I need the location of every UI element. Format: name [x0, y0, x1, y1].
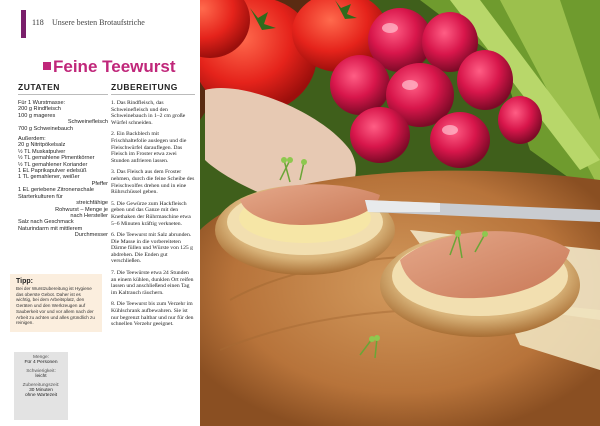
running-title: Unsere besten Brotaufstriche — [52, 18, 145, 27]
ingredient-line: 1 EL geriebene Zitronenschale — [18, 187, 94, 194]
tip-box — [10, 274, 102, 332]
ingredient-line: Rohwurst – Menge je — [55, 206, 108, 213]
ingredient-line: Salz nach Geschmack — [18, 219, 74, 226]
ingredient-line: 200 g Rindfleisch — [18, 106, 61, 113]
time-value-note: ohne Wartezeit — [24, 393, 58, 399]
food-photo — [200, 0, 600, 426]
header-accent-bar — [21, 10, 26, 38]
step: 5. Die Gewürze zum Hackfleisch geben und das Ganze mit den Knethaken der Rührmaschine etwa 5–6 Minuten kräftig verkneten. — [111, 200, 191, 227]
preparation-steps — [111, 100, 195, 328]
ingredient-line: nach Hersteller — [70, 212, 108, 219]
difficulty-value: leicht — [35, 374, 47, 380]
ingredient-line: 1 TL gemahlener, weißer — [18, 174, 80, 181]
time-value: 30 Minuten — [29, 388, 53, 394]
step: 2. Ein Backblech mit Frischhaltefolie auslegen und die Fleischwürfel darauflegen. Das Fleisch im Froster etwa zwei Stunden anfrieren lassen. — [111, 131, 187, 164]
ingredient-line: streichfähige — [76, 200, 108, 207]
tip-heading: Tipp: — [16, 278, 33, 285]
step: 8. Die Teewurst bis zum Verzehr im Kühlschrank aufbewahren. Sie ist nur begrenzt haltbar und nur für den schnellen Verzehr geeignet. — [111, 301, 194, 328]
amount-value: Für 4 Personen — [24, 360, 58, 366]
preparation-column — [111, 82, 195, 333]
recipe-title: Feine Teewurst — [53, 57, 176, 76]
ingredient-line: ½ TL Muskatpulver — [18, 148, 66, 155]
ingredient-line: 20 g Nitritpökelsalz — [18, 142, 66, 149]
tip-text: Bei der Wurstzubereitung ist Hygiene das oberste Gebot. Daher ist es wichtig, bei dem Arbeitsplatz, den Geräten und den Werkzeugen auf Sauberkeit vor und vor allem nach der Arbeit zu achten und alles gründlich zu reinigen. — [16, 286, 95, 326]
page-number: 118 — [32, 18, 44, 27]
ingredient-line: Starterkulturen für — [18, 193, 63, 200]
ingredient-line: ½ TL gemahlene Pimentkörner — [18, 155, 95, 162]
ingredients-column — [18, 82, 108, 239]
step: 1. Das Rindfleisch, das Schweinefleisch und den Schweinebauch in 1–2 cm große Würfel schneiden. — [111, 100, 186, 126]
ingredient-line: ½ TL gemahlener Koriander — [18, 161, 88, 168]
step: 6. Die Teewurst mit Salz abrunden. Die Masse in die vorbereiteten Därme füllen und Würste von 125 g abdrehen. Die Enden gut verschließen. — [111, 232, 194, 265]
recipe-page — [0, 0, 200, 426]
preparation-heading: ZUBEREITUNG — [111, 82, 195, 95]
ingredients-heading: ZUTATEN — [18, 82, 108, 95]
ingredient-line: Schweinefleisch — [67, 119, 108, 126]
ingredients-list — [18, 100, 108, 239]
ingredient-line: 1 EL Paprikapulver edelsüß — [18, 168, 87, 175]
ingredient-line: 100 g mageres — [18, 112, 56, 119]
step: 3. Das Fleisch aus dem Froster nehmen, durch die feine Scheibe des Fleischwolfes drehen und in eine Rührschüssel geben. — [111, 169, 195, 196]
ingredient-line: Pfeffer — [91, 180, 108, 187]
title-marker — [43, 62, 51, 70]
ingredient-line: Durchmesser — [74, 232, 108, 239]
ingredient-line: Außerdem: — [18, 136, 46, 143]
food-photo-illustration — [200, 0, 600, 426]
ingredient-line: 700 g Schweinebauch — [18, 125, 74, 132]
difficulty-label: Schwierigkeit: — [26, 368, 56, 374]
info-box — [14, 352, 68, 420]
ingredient-line: Naturindarm mit mittlerem — [18, 225, 83, 232]
time-label: Zubereitungszeit: — [22, 382, 60, 388]
ingredient-line: Für 1 Wurstmasse: — [18, 100, 66, 106]
amount-label: Menge: — [33, 355, 49, 360]
step: 7. Die Teewürste etwa 24 Stunden an einem kühlen, dunklen Ort reifen lassen und anschließend einen Tag im Kaltrauch räuchern. — [111, 270, 194, 296]
